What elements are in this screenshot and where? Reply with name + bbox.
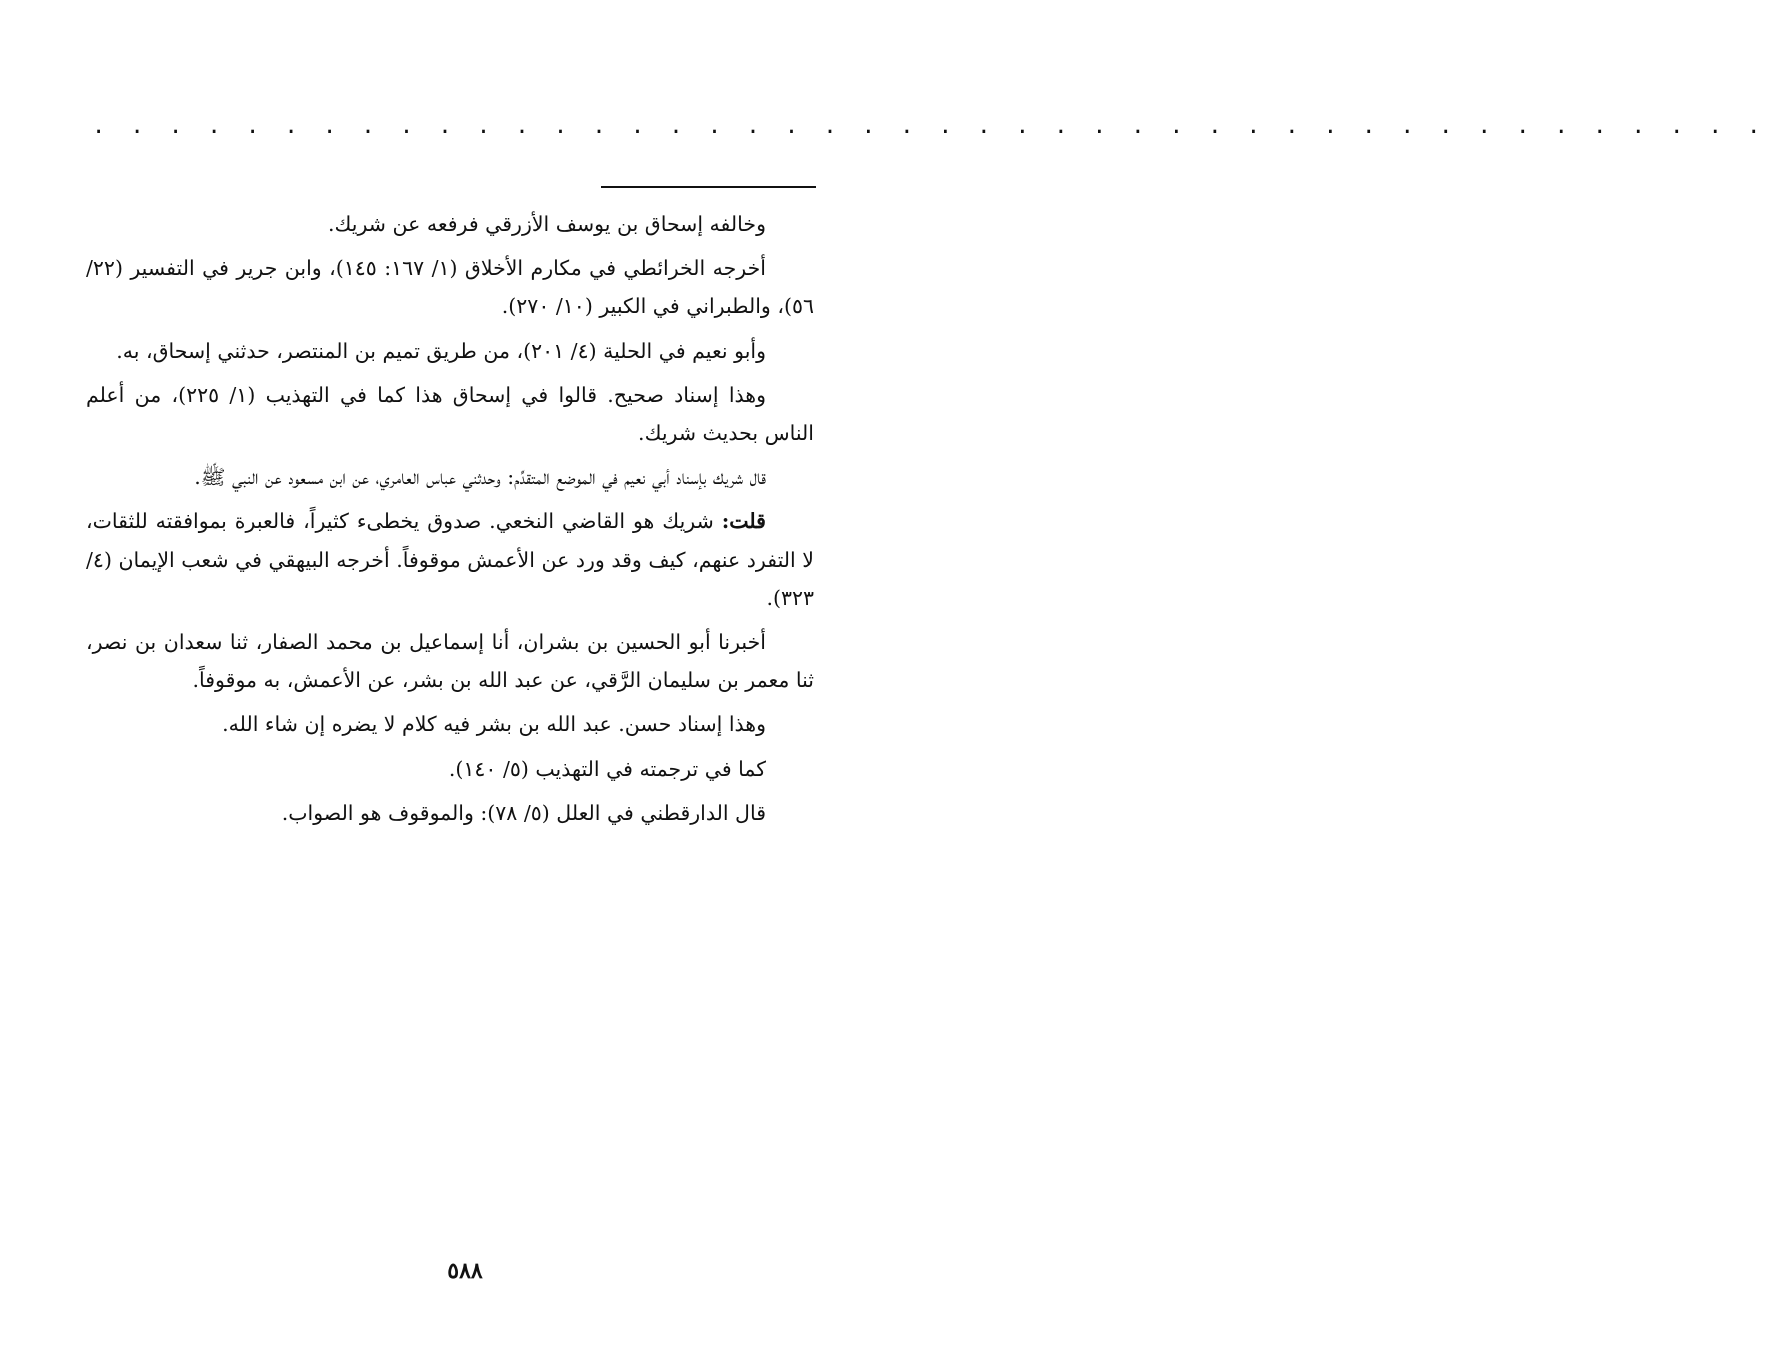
footnote-paragraph: وهذا إسناد صحيح. قالوا في إسحاق هذا كما في التهذيب (١/ ٢٢٥)، من أعلم الناس بحديث شريك. — [86, 382, 814, 446]
footnote-paragraph: كما في ترجمته في التهذيب (٥/ ١٤٠). — [448, 756, 766, 781]
footnote-paragraph: أخبرنا أبو الحسين بن بشران، أنا إسماعيل بن محمد الصفار، ثنا سعدان بن نصر، ثنا معمر بن سليمان الرَّقي، عن عبد الله بن بشر، عن الأعمش، به موقوفاً. — [86, 630, 814, 693]
footnote-rule — [601, 186, 816, 188]
footnote-paragraph: وخالفه إسحاق بن يوسف الأزرقي فرفعه عن شريك. — [328, 212, 766, 236]
footnote-lead-word: قلت: — [721, 509, 766, 534]
footnote-paragraph: قال شريك بإسناد أبي نعيم في الموضع المتقدِّم: وحدثني عباس العامري، عن ابن مسعود عن النبي ﷺ. — [194, 465, 766, 490]
footnote-text: شريك هو القاضي النخعي. صدوق يخطىء كثيراً، فالعبرة بموافقته للثقات، لا التفرد عنهم، كيف وقد ورد عن الأعمش موقوفاً. أخرجه البيهقي في شعب الإيمان (٤/ ٣٢٣). — [86, 509, 814, 610]
page-number: ٥٨٨ — [447, 1258, 483, 1284]
footnote-paragraph: أخرجه الخرائطي في مكارم الأخلاق (١/ ١٦٧: ١٤٥)، وابن جرير في التفسير (٢٢/ ٥٦)، والطبراني في الكبير (١٠/ ٢٧٠). — [86, 256, 814, 319]
footnotes-section — [86, 205, 814, 838]
footnote-paragraph: وأبو نعيم في الحلية (٤/ ٢٠١)، من طريق تميم بن المنتصر، حدثني إسحاق، به. — [116, 338, 766, 363]
footnote-paragraph — [86, 502, 814, 617]
footnote-paragraph: وهذا إسناد حسن. عبد الله بن بشر فيه كلام لا يضره إن شاء الله. — [222, 712, 766, 737]
footnote-paragraph: قال الدارقطني في العلل (٥/ ٧٨): والموقوف هو الصواب. — [281, 800, 766, 825]
dotted-separator: · · · · · · · · · · · · · · · · · · · · · · · · · · · · · · · · · · · · · · · · · · · · — [92, 120, 1766, 145]
